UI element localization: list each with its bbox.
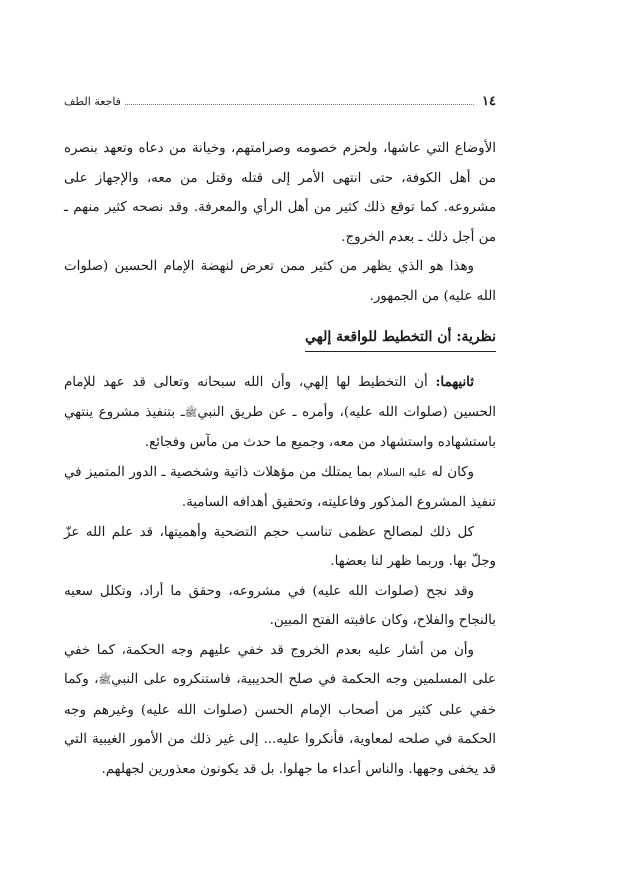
paragraph-wisdom — [64, 636, 496, 785]
paragraph-text: ، وكما خفي على كثير من أصحاب الإمام الحسن (صلوات الله عليه) وغيرهم وجه الحكمة في صلحه لمعاوية، فأنكروا عليه... إلى غير ذلك من الأمور الغيبية التي قد يخفى وجهها. والناس أعداء ما جهلوا. بل قد يكونون معذورين لجهلهم. — [64, 672, 496, 777]
intro-paragraph-2: وهذا هو الذي يظهر من كثير ممن تعرض لنهضة الإمام الحسين (صلوات الله عليه) من الجمهور. — [64, 259, 496, 304]
salutation-glyph: ﷺ — [184, 406, 198, 419]
paragraph-role — [64, 458, 496, 518]
salutation-glyph: عليه السلام — [376, 466, 427, 479]
paragraph-text: وأن من أشار عليه بعدم الخروج قد خفي عليهم وجه الحكمة، كما خفي على المسلمين وجه الحكمة في صلح الحديبية، فاستنكروه على النبي — [64, 642, 497, 687]
page-number: ١٤ — [482, 94, 496, 109]
salutation-glyph: ﷺ — [98, 674, 112, 686]
paragraph-text: ـ بتنفيذ مشروع ينتهي باستشهاده واستشهاد من معه، وجميع ما حدث من مآس وفجائع. — [64, 404, 496, 450]
running-title: فاجعة الطف — [64, 95, 121, 108]
paragraph-text: بما يمتلك من مؤهلات ذاتية وشخصية ـ الدور المتميز في تنفيذ المشروع المذكور وفاعليته، وتحقيق أهدافه السامية. — [64, 464, 496, 510]
paragraph-benefits: كل ذلك لمصالح عظمى تناسب حجم التضحية وأهميتها، قد علم الله عزّ وجلّ بها. وربما ظهر لنا بعضها. — [64, 524, 496, 569]
running-header — [64, 94, 496, 109]
paragraph-text: أن التخطيط لها إلهي، وأن الله سبحانه وتعالى قد عهد للإمام الحسين (صلوات الله عليه)، وأمره ـ عن طريق النبي — [64, 375, 496, 420]
paragraph-lead: ثانيهما: — [435, 374, 474, 390]
paragraph-second-view — [64, 368, 496, 458]
intro-paragraph-1: الأوضاع التي عاشها، ولحزم خصومه وصرامتهم، وخيانة من دعاه وتعهد بنصره من أهل الكوفة، حتى انتهى الأمر إلى قتله وقتل من معه، والإجهاز على مشروعه. كما توقع ذلك كثير من أهل الرأي والمعرفة. وقد نصحه كثير منهم ـ من أجل ذلك ـ بعدم الخروج. — [64, 141, 496, 245]
section-heading: نظرية: أن التخطيط للواقعة إلهي — [305, 325, 496, 352]
paragraph-text: وكان له — [431, 464, 474, 480]
header-leader-dots — [125, 103, 474, 105]
body-text — [64, 134, 496, 784]
paragraph-success: وقد نجح (صلوات الله عليه) في مشروعه، وحقق ما أراد، وتكلل سعيه بالنجاح والفلاح، وكان عاقبته الفتح المبين. — [64, 583, 496, 628]
